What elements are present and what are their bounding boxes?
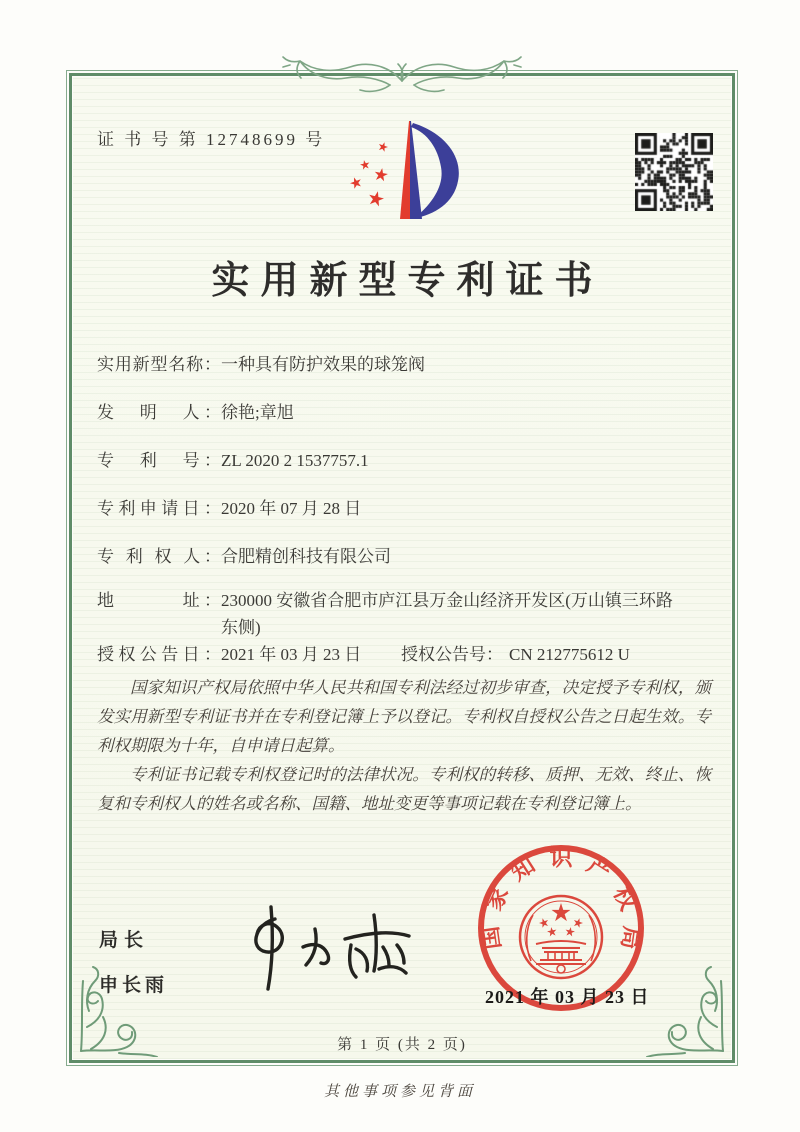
field-label: 地 址： — [97, 591, 221, 610]
field-value: 徐艳;章旭 — [221, 403, 294, 422]
page-number: 第 1 页 (共 2 页) — [337, 1037, 467, 1053]
legal-paragraph: 专利证书记载专利权登记时的法律状况。专利权的转移、质押、无效、终止、恢复和专利权人的姓名或名称、国籍、地址变更等事项记载在专利登记簿上。 — [97, 765, 711, 813]
corner-flourish-icon — [75, 963, 167, 1057]
seal-char: 权 — [608, 882, 642, 915]
field-value: 230000 安徽省合肥市庐江县万金山经济开发区(万山镇三环路东侧) — [221, 591, 673, 637]
corner-flourish-icon — [637, 963, 729, 1057]
field-label: 实用新型名称： — [97, 355, 221, 374]
seal-char: 识 — [549, 845, 573, 870]
field-value: 2021 年 03 月 23 日 — [221, 645, 362, 664]
field-grant-number — [401, 641, 630, 668]
certificate-number: 证 书 号 第 12748699 号 — [97, 130, 326, 149]
field-value: 一种具有防护效果的球笼阀 — [221, 355, 425, 374]
qr-code — [635, 133, 713, 211]
field-label: 专 利 号： — [97, 451, 221, 470]
back-side-note: 其他事项参见背面 — [323, 1084, 476, 1100]
field-row-grant — [97, 641, 630, 668]
field-row-inventor — [97, 399, 294, 426]
field-row-patentee — [97, 543, 391, 570]
field-value: ZL 2020 2 1537757.1 — [221, 451, 369, 470]
field-row-address — [97, 587, 673, 641]
seal-char: 知 — [506, 851, 540, 886]
certificate-body — [73, 77, 731, 1059]
field-value: 2020 年 07 月 28 日 — [221, 499, 362, 518]
field-row-patent-number — [97, 447, 369, 474]
field-label: 发 明 人： — [97, 403, 221, 422]
seal-char: 局 — [616, 924, 645, 951]
field-row-name — [97, 351, 425, 378]
field-label: 授权公告日： — [97, 645, 221, 664]
field-label: 授权公告号： — [401, 645, 503, 664]
seal-char: 家 — [480, 882, 514, 915]
certificate-title: 实用新型专利证书 — [211, 260, 604, 302]
seal-char: 国 — [477, 924, 506, 951]
seal-char: 产 — [582, 851, 616, 886]
field-value: CN 212775612 U — [509, 645, 630, 664]
signature-image — [231, 901, 421, 997]
top-dragon-ornament-icon — [262, 49, 542, 97]
certificate-border — [66, 70, 738, 1066]
officer-name: 申长雨 — [99, 975, 169, 996]
legal-text — [97, 673, 711, 818]
seal-date: 2021 年 03 月 23 日 — [485, 987, 650, 1007]
field-value: 合肥精创科技有限公司 — [221, 547, 391, 566]
officer-title: 局长 — [99, 930, 150, 951]
field-label: 专利申请日： — [97, 499, 221, 518]
field-label: 专 利 权 人： — [97, 547, 221, 566]
cnipa-logo-icon — [339, 113, 471, 235]
field-row-filing-date — [97, 495, 361, 522]
legal-paragraph: 国家知识产权局依照中华人民共和国专利法经过初步审查，决定授予专利权，颁发实用新型专利证书并在专利登记簿上予以登记。专利权自授权公告之日起生效。专利权期限为十年，自申请日起算。 — [97, 678, 711, 755]
